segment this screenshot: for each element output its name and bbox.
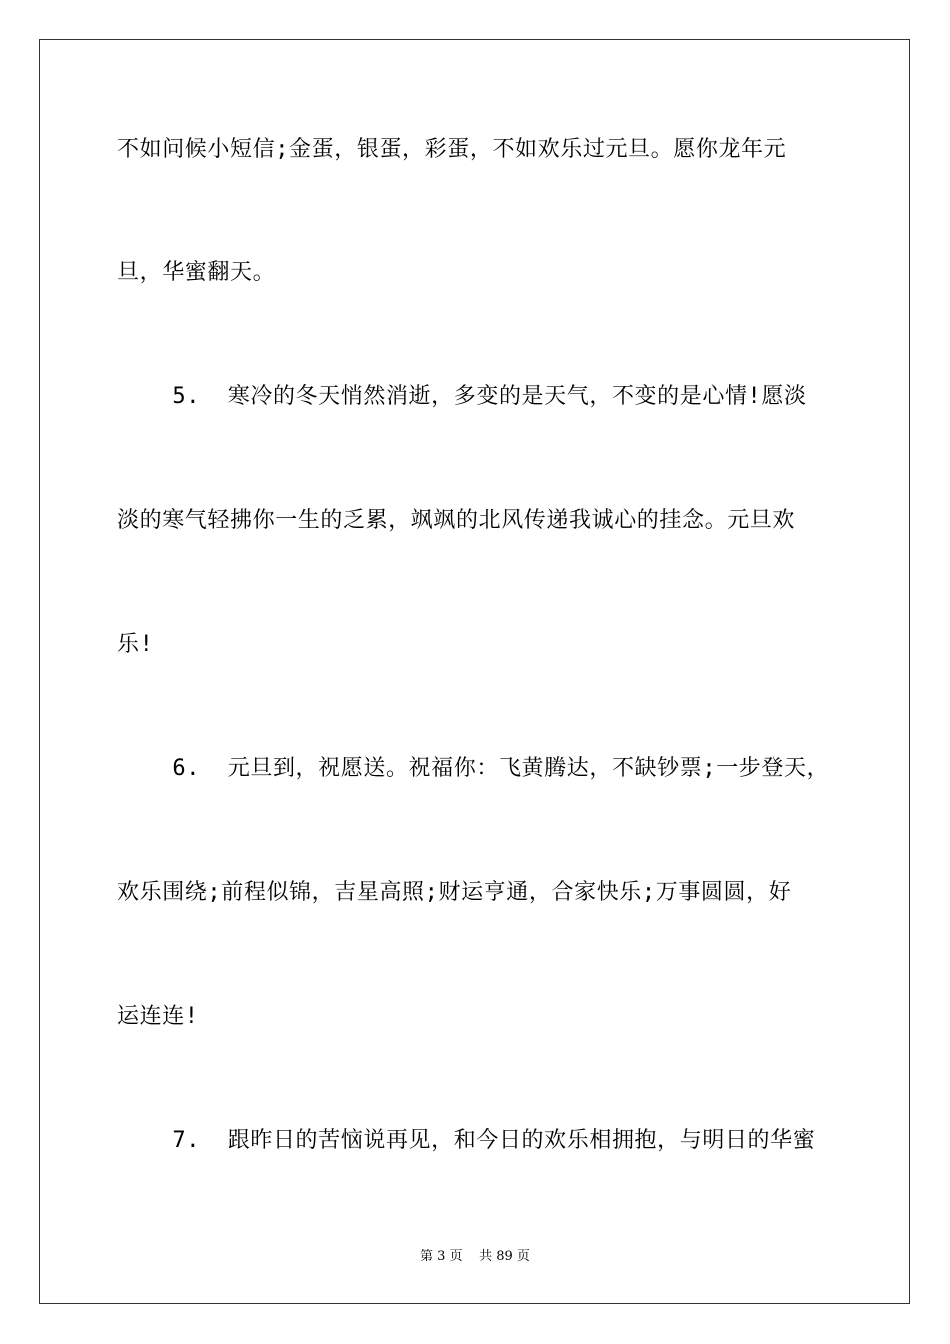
body-text-line: 旦，华蜜翻天。 xyxy=(117,260,276,285)
body-text-line: 不如问候小短信;金蛋，银蛋，彩蛋，不如欢乐过元旦。愿你龙年元 xyxy=(117,137,787,162)
page-number: 第 3 页 xyxy=(420,1249,463,1264)
body-text-line: 乐! xyxy=(117,632,154,657)
body-text-line: 6. 元旦到，祝愿送。祝福你：飞黄腾达，不缺钞票;一步登天， xyxy=(117,756,830,781)
body-text-line: 7. 跟昨日的苦恼说再见，和今日的欢乐相拥抱，与明日的华蜜 xyxy=(117,1128,816,1153)
body-text-line: 淡的寒气轻拂你一生的乏累，飒飒的北风传递我诚心的挂念。元旦欢 xyxy=(117,508,796,533)
body-text-line: 运连连! xyxy=(117,1004,199,1029)
page-total: 共 89 页 xyxy=(479,1249,530,1264)
body-text-line: 5. 寒冷的冬天悄然消逝，多变的是天气，不变的是心情!愿淡 xyxy=(117,384,807,409)
page-footer xyxy=(0,1248,950,1266)
body-text-line: 欢乐围绕;前程似锦，吉星高照;财运亨通，合家快乐;万事圆圆，好 xyxy=(117,880,792,905)
page-frame xyxy=(39,39,910,1304)
